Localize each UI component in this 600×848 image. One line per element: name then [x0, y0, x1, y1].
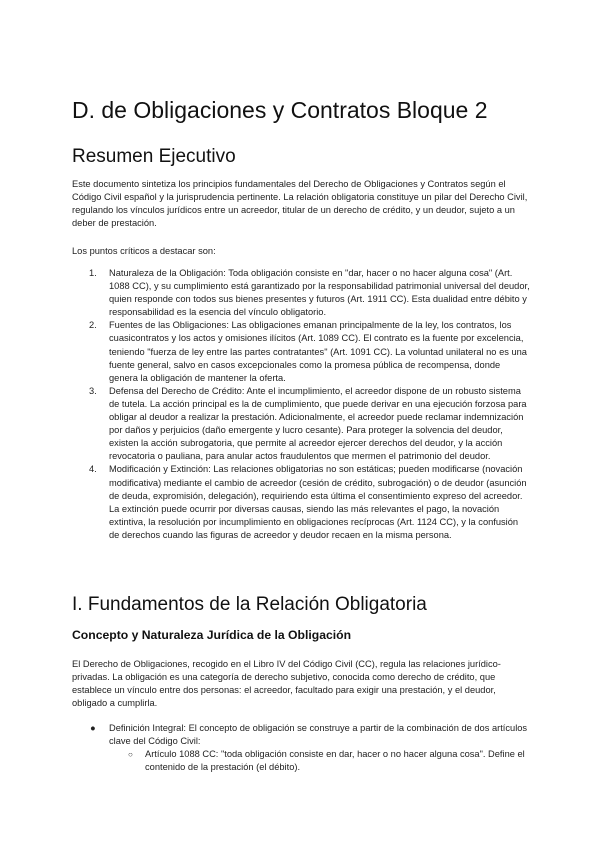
hollow-bullet-icon: ○ [128, 750, 133, 760]
list-item-text: Defensa del Derecho de Crédito: Ante el incumplimiento, el acreedor dispone de un robusto sistema de tutela. La acción principal es la de cumplimiento, que puede derivar en una ejecución forzosa para obligar al deudor a realizar la prestación. Adicionalmente, el acreedor puede reclamar indemnización por daños y perjuicios (daño emergente y lucro cesante). Para proteger la solvencia del deudor, existen la acción subrogatoria, que permite al acreedor ejercer derechos del deudor, y la acción revocatoria o pauliana, para anular actos fraudulentos que mermen el patrimonio del deudor. [109, 385, 527, 462]
derecho-paragraph: El Derecho de Obligaciones, recogido en el Libro IV del Código Civil (CC), regula las relaciones jurídico-privadas. La obligación es una categoría de derecho subjetivo, conocida como derecho de crédito, que establece un vínculo entre dos personas: el acreedor, facultado para exigir una prestación, y el deudor, obligado a cumplirla. [72, 659, 501, 709]
list-item-text: Fuentes de las Obligaciones: Las obligaciones emanan principalmente de la ley, los contratos, los cuasicontratos y los actos y omisiones ilícitos (Art. 1089 CC). El contrato es la fuente por excelencia, teniendo "fuerza de ley entre las partes contratantes" (Art. 1091 CC). La voluntad unilateral no es una fuente general, salvo en casos excepcionales como la promesa pública de recompensa, donde genera la obligación de mantener la oferta. [109, 320, 527, 383]
list-item [72, 722, 530, 774]
puntos-intro: Los puntos críticos a destacar son: [72, 246, 216, 256]
sub-list-item-text: Artículo 1088 CC: "toda obligación consiste en dar, hacer o no hacer alguna cosa". Define el contenido de la prestación (el débito). [145, 749, 525, 773]
list-item [72, 319, 530, 384]
list-item [72, 463, 530, 542]
critical-points-list [72, 267, 530, 542]
list-number: 3. [89, 385, 97, 396]
section-heading-fundamentos: I. Fundamentos de la Relación Obligatoria [72, 594, 427, 615]
document-title: D. de Obligaciones y Contratos Bloque 2 [72, 97, 488, 123]
list-item [72, 267, 530, 319]
intro-paragraph: Este documento sintetiza los principios fundamentales del Derecho de Obligaciones y Contratos según el Código Civil español y la jurisprudencia pertinente. La relación obligatoria constituye un pilar del Derecho Civil, regulando los vínculos jurídicos entre un acreedor, titular de un derecho de crédito, y un deudor, sujeto a un deber de prestación. [72, 179, 528, 229]
list-number: 4. [89, 464, 97, 475]
list-item-text: Naturaleza de la Obligación: Toda obligación consiste en "dar, hacer o no hacer alguna cosa" (Art. 1088 CC), y su cumplimiento está garantizado por la responsabilidad patrimonial universal del deudor, quien responde con todos sus bienes presentes y futuros (Art. 1911 CC). Esta dualidad entre débito y responsabilidad es la esencia del vínculo obligatorio. [109, 268, 530, 318]
bullet-icon: ● [90, 723, 96, 733]
list-number: 2. [89, 320, 97, 331]
list-item-text: Definición Integral: El concepto de obligación se construye a partir de la combinación de dos artículos clave del Código Civil: [109, 723, 528, 747]
sub-list [109, 748, 530, 774]
sub-list-item [109, 748, 530, 774]
definition-list [72, 722, 530, 774]
list-item [72, 385, 530, 464]
list-item-text: Modificación y Extinción: Las relaciones obligatorias no son estáticas; pueden modificarse (novación modificativa) mediante el cambio de acreedor (cesión de crédito, subrogación) o de deudor (asunción de deuda, expromisión, delegación), requiriendo esta última el consentimiento expreso del acreedor. La extinción puede ocurrir por diversas causas, siendo las más relevantes el pago, la novación extintiva, la resolución por incumplimiento en obligaciones recíprocas (Art. 1124 CC), y la confusión de derechos cuando las figuras de acreedor y deudor recaen en la misma persona. [109, 464, 527, 540]
section-heading-resumen: Resumen Ejecutivo [72, 146, 236, 167]
subsection-heading-concepto: Concepto y Naturaleza Jurídica de la Obligación [72, 628, 352, 642]
list-number: 1. [89, 268, 97, 278]
